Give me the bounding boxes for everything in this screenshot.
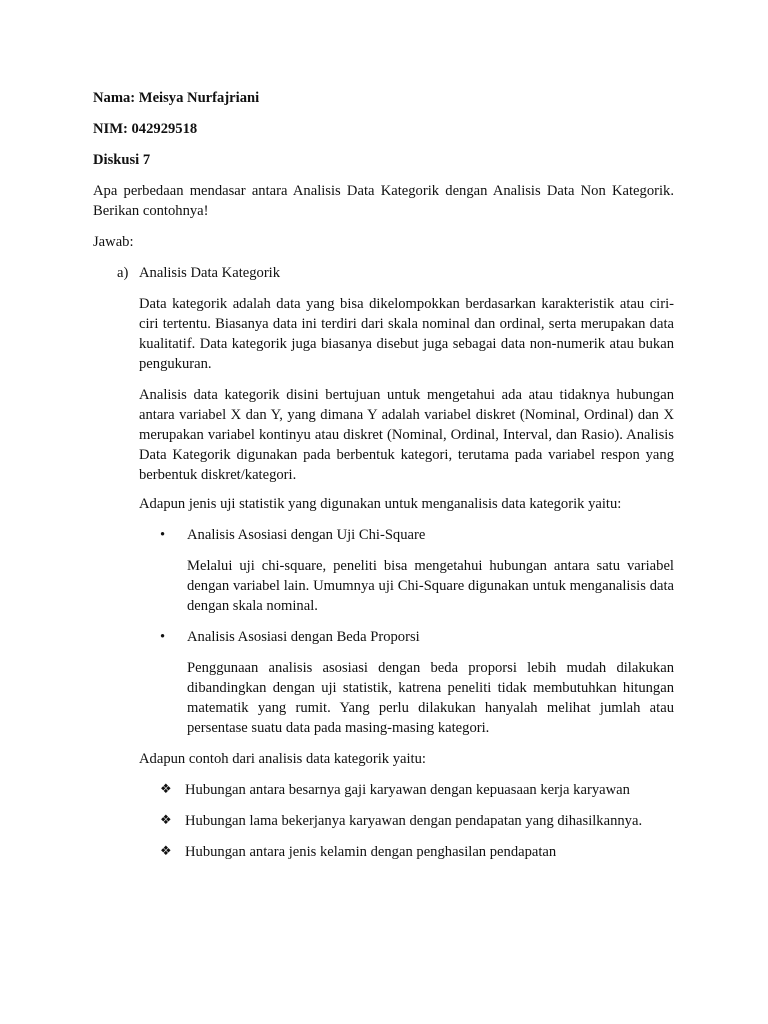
answer-label: Jawab: [93,234,134,250]
example-item: Hubungan lama bekerjanya karyawan dengan pendapatan yang dihasilkannya. [185,813,643,829]
bullet-title-beda-proporsi: Analisis Asosiasi dengan Beda Proporsi [187,629,420,645]
bullet-icon: • [160,527,166,543]
examples-intro: Adapun contoh dari analisis data kategorik yaitu: [139,751,426,767]
section-marker: a) [117,265,129,281]
bullet-title-chi-square: Analisis Asosiasi dengan Uji Chi-Square [187,527,426,543]
diamond-bullet-icon: ❖ [160,813,172,828]
section-title: Analisis Data Kategorik [139,265,281,281]
bullet-icon: • [160,629,166,645]
diamond-bullet-icon: ❖ [160,844,172,859]
paragraph-purpose: Analisis data kategorik disini bertujuan untuk mengetahui ada atau tidaknya hubungan antara variabel X dan Y, yang dimana Y adalah variabel diskret (Nominal, Ordinal) dan X merupakan variabel kontinyu atau diskret (Nominal, Ordinal, Interval, dan Rasio). Analisis Data Kategorik digunakan pada berbentuk kategori, terutama pada variabel respon yang berbentuk diskret/kategori. [139,387,674,483]
question-text: Apa perbedaan mendasar antara Analisis Data Kategorik dengan Analisis Data Non Kategorik. Berikan contohnya! [93,183,674,219]
student-name: Nama: Meisya Nurfajriani [93,90,260,106]
paragraph-definition: Data kategorik adalah data yang bisa dikelompokkan berdasarkan karakteristik atau ciri-ciri tertentu. Biasanya data ini terdiri dari skala nominal dan ordinal, serta merupakan data kualitatif. Data kategorik juga biasanya disebut juga sebagai data non-numerik atau bukan pengukuran. [139,296,674,372]
bullet-text-chi-square: Melalui uji chi-square, peneliti bisa mengetahui hubungan antara satu variabel dengan variabel lain. Umumnya uji Chi-Square digunakan untuk menganalisis data dengan skala nominal. [187,558,674,614]
diamond-bullet-icon: ❖ [160,782,172,797]
example-item: Hubungan antara besarnya gaji karyawan dengan kepuasaan kerja karyawan [185,782,630,798]
bullet-text-beda-proporsi: Penggunaan analisis asosiasi dengan beda proporsi lebih mudah dilakukan dibandingkan dengan uji statistik, katrena peneliti tidak membutuhkan hitungan matematik yang rumit. Yang perlu dilakukan hanyalah melihat jumlah atau persentase suatu data pada masing-masing kategori. [187,660,674,736]
example-item: Hubungan antara jenis kelamin dengan penghasilan pendapatan [185,844,557,860]
discussion-title: Diskusi 7 [93,152,151,168]
paragraph-test-types: Adapun jenis uji statistik yang digunakan untuk menganalisis data kategorik yaitu: [139,496,622,512]
student-nim: NIM: 042929518 [93,121,198,137]
